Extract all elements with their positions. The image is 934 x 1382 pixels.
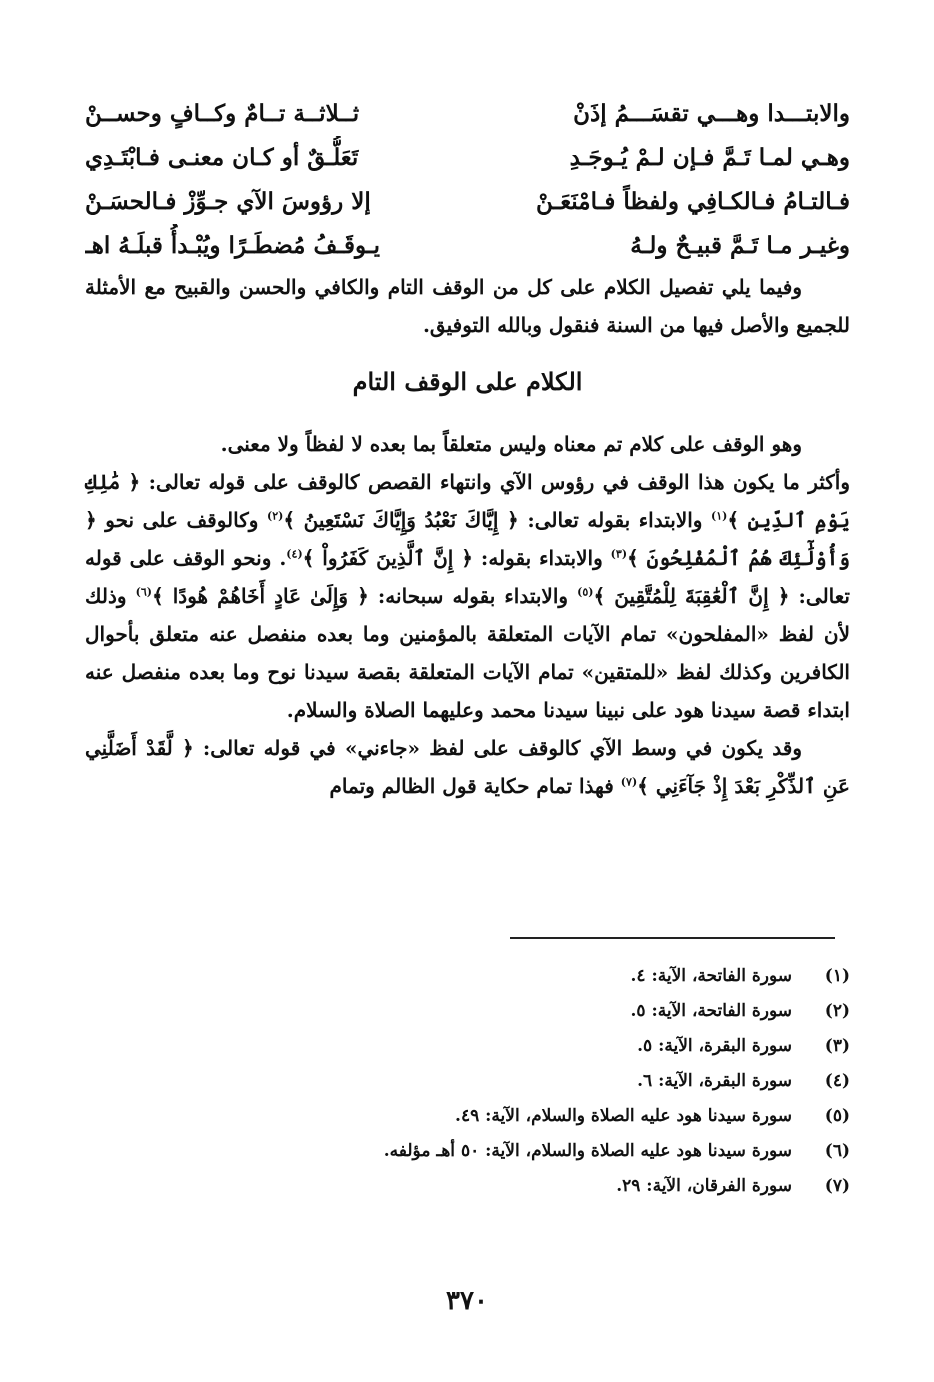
text-run: . ونحو الوقف على قوله تعالى: — [85, 546, 850, 608]
footnote-number: (٦) — [824, 1140, 850, 1161]
footnote-text: سورة البقرة، الآية: ٥. — [637, 1035, 792, 1056]
quran-quote: ﴿ لَّقَدْ أَضَلَّنِي عَنِ ٱلذِّكْرِ بَعْدَ إِذْ جَآءَنِي ﴾ — [85, 736, 850, 798]
footnote-number: (٥) — [824, 1105, 850, 1126]
footnotes-list — [150, 958, 850, 1203]
verse-second-hemistich: ثــلاثــة تــامٌ وكــافٍ وحســنْ — [85, 100, 360, 127]
verse-first-hemistich: فـالتـامُ فـالكـافِي ولفظاً فـامْنَعَـنْ — [535, 188, 850, 215]
paragraph-examples — [85, 463, 850, 729]
intro-paragraph-block — [85, 268, 850, 344]
main-text — [85, 425, 850, 805]
footnote-item — [150, 1063, 850, 1098]
quran-quote: ﴿ إِيَّاكَ نَعْبُدُ وَإِيَّاكَ نَسْتَعِينُ ﴾ — [283, 508, 519, 532]
poem-verse — [85, 92, 850, 136]
verse-first-hemistich: والابتـــدا وهـــي تقسَـــمُ إذَنْ — [573, 100, 850, 127]
footnote-text: سورة سيدنا هود عليه الصلاة والسلام، الآية: ٥٠ أهـ مؤلفه. — [383, 1140, 792, 1161]
footnote-text: سورة الفرقان، الآية: ٢٩. — [616, 1175, 792, 1196]
footnote-text: سورة الفاتحة، الآية: ٥. — [630, 1000, 792, 1021]
footnote-ref: (٤) — [286, 547, 303, 561]
footnote-ref: (٥) — [577, 585, 594, 599]
footnote-number: (٤) — [824, 1070, 850, 1091]
paragraph-definition: وهو الوقف على كلام تم معناه وليس متعلقاً بما بعده لا لفظاً ولا معنى. — [220, 432, 802, 456]
text-run: فهذا تمام حكاية قول الظالم وتمام — [329, 774, 621, 798]
verse-first-hemistich: وغيـر مـا تَـمَّ قبيـحٌ ولـهُ — [630, 232, 850, 259]
footnote-number: (٢) — [824, 1000, 850, 1021]
text-run: وقد يكون في وسط الآي كالوقف على لفظ «جاءني» في قوله تعالى: — [193, 736, 803, 760]
poem-verses — [85, 92, 850, 268]
footnote-text: سورة الفاتحة، الآية: ٤. — [630, 965, 792, 986]
quran-quote: ﴿ إِنَّ ٱلْعَٰقِبَةَ لِلْمُتَّقِينَ ﴾ — [593, 584, 790, 608]
poem-verse — [85, 180, 850, 224]
footnote-item — [150, 993, 850, 1028]
text-run: وذلك لأن لفظ «المفلحون» تمام الآيات المتعلقة بالمؤمنين وما بعده منفصل عنه متعلق بأحوال الكافرين وكذلك لفظ «للمتقين» تمام الآيات المتعلقة بقصة سيدنا نوح وما بعده منفصل عنه ابتداء قصة سيدنا هود على نبينا سيدنا محمد وعليهما الصلاة والسلام. — [85, 584, 850, 722]
intro-paragraph: وفيما يلي تفصيل الكلام على كل من الوقف التام والكافي والحسن والقبيح مع الأمثلة للجميع والأصل فيها من السنة فنقول وبالله التوفيق. — [85, 275, 850, 337]
text-run: والابتداء بقوله سبحانه: — [368, 584, 578, 608]
footnote-item — [150, 1028, 850, 1063]
page-number: ٣٧٠ — [446, 1286, 488, 1316]
text-run: وأكثر ما يكون هذا الوقف في رؤوس الآي وانتهاء القصص كالوقف على قوله تعالى: — [140, 470, 850, 494]
poem-verse — [85, 136, 850, 180]
footnote-separator — [510, 937, 835, 939]
quran-quote: ﴿ إِنَّ ٱلَّذِينَ كَفَرُواْ ﴾ — [302, 546, 474, 570]
footnote-item — [150, 1133, 850, 1168]
footnote-ref: (١) — [711, 509, 728, 523]
verse-second-hemistich: تَعَلُّـقٌ أو كـان معنـى فـابْتَـدِي — [85, 144, 359, 171]
text-run: وكالوقف على نحو — [96, 508, 267, 532]
section-heading: الكلام على الوقف التام — [352, 367, 583, 396]
footnote-ref: (٢) — [266, 509, 284, 523]
quran-quote: ﴿ وَإِلَىٰ عَادٍ أَخَاهُمْ هُودًا ﴾ — [151, 584, 369, 608]
verse-second-hemistich: يـوقَـفُ مُضطَـرًا ويُبْـدأُ قبلَـهُ اهـ — [85, 232, 381, 259]
verse-first-hemistich: وهـي لمـا تَـمَّ فـإن لـمْ يُـوجَـدِ — [569, 144, 850, 171]
quran-quote: ﴿ مَٰلِكِ يَوْمِ ٱلدِّينِ ﴾ — [85, 470, 850, 532]
footnote-ref: (٧) — [620, 775, 638, 789]
footnote-item — [150, 1098, 850, 1133]
footnote-number: (٣) — [824, 1035, 850, 1056]
footnote-ref: (٦) — [135, 585, 152, 599]
poem-verse — [85, 224, 850, 268]
text-run: والابتداء بقوله: — [473, 546, 611, 570]
footnote-item — [150, 958, 850, 993]
text-run: والابتداء بقوله تعالى: — [518, 508, 712, 532]
paragraph-mid-verse — [85, 729, 850, 805]
footnote-number: (١) — [824, 965, 850, 986]
footnote-item — [150, 1168, 850, 1203]
footnote-ref: (٣) — [610, 547, 628, 561]
quran-quote: ﴿ وَأُوْلَٰٓئِكَ هُمُ ٱلْمُفْلِحُونَ ﴾ — [85, 508, 851, 570]
verse-second-hemistich: إلا رؤوسَ الآي جـوِّزْ فـالحسَـنْ — [85, 188, 371, 215]
footnote-number: (٧) — [824, 1175, 850, 1196]
footnote-text: سورة البقرة، الآية: ٦. — [637, 1070, 792, 1091]
footnote-text: سورة سيدنا هود عليه الصلاة والسلام، الآية: ٤٩. — [455, 1105, 792, 1126]
